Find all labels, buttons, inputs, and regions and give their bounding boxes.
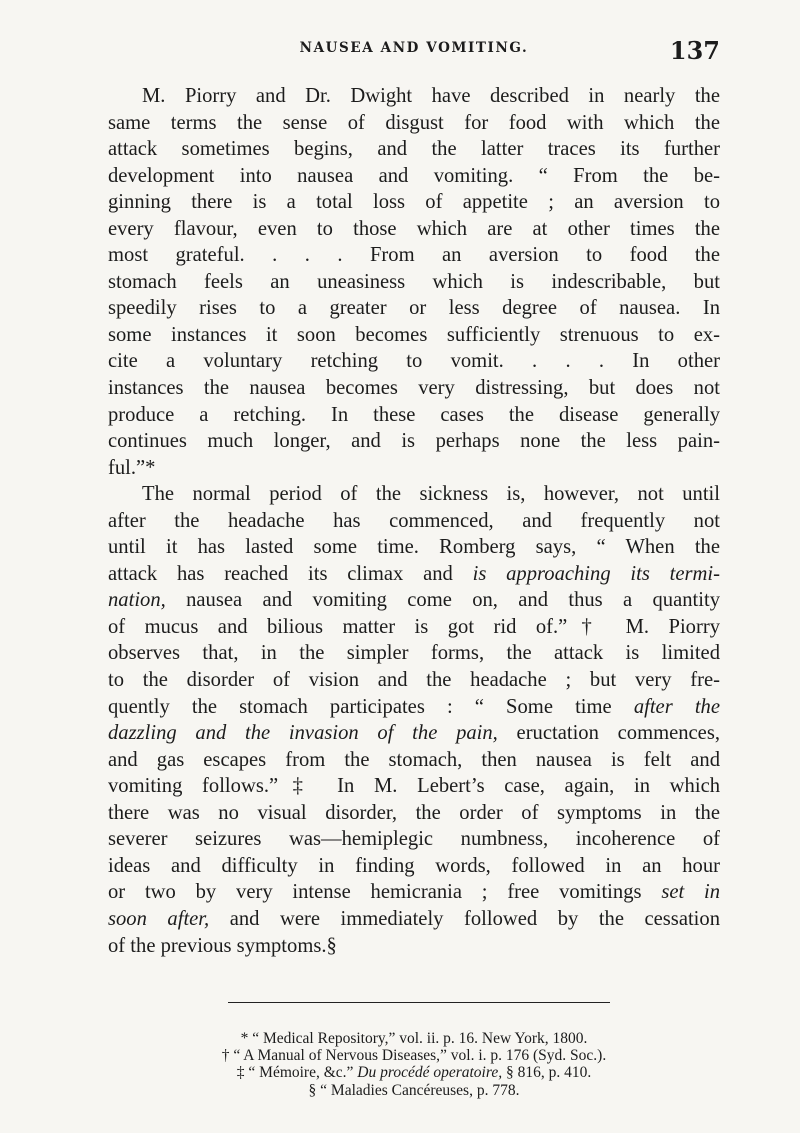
text-line: after the headache has commenced, and frequently not [108,509,720,532]
text-line: observes that, in the simpler forms, the attack is limited [108,642,720,665]
text-line: there was no visual disorder, the order of symptoms in the [108,801,720,824]
text-line: vomiting follows.”‡ In M. Lebert’s case, again, in which [108,775,720,798]
text-line: instances the nausea becomes very distressing, but does not [108,377,720,400]
text-line: ideas and difficulty in finding words, followed in an hour [108,854,720,877]
text-line: produce a retching. In these cases the disease generally [108,403,720,426]
footnotes [108,1030,720,1099]
text-line: M. Piorry and Dr. Dwight have described in nearly the [142,85,720,107]
text-line: nation, nausea and vomiting come on, and thus a quantity [108,589,720,612]
text-line: of mucus and bilious matter is got rid of.”† M. Piorry [108,615,720,638]
text-line: continues much longer, and is perhaps none the less pain- [108,430,720,453]
text-line: of the previous symptoms.§ [108,934,337,957]
running-title: NAUSEA AND VOMITING. [299,40,529,56]
page-number: 137 [669,36,720,65]
text-line: and gas escapes from the stomach, then nausea is felt and [108,748,720,771]
text-line: speedily rises to a greater or less degree of nausea. In [108,297,720,320]
text-line: severer seizures was—hemiplegic numbness, incoherence of [108,828,720,851]
text-line: dazzling and the invasion of the pain, eructation commences, [108,722,720,745]
text-line: ginning there is a total loss of appetite ; an aversion to [108,191,720,214]
running-header [108,36,720,66]
text-line: attack has reached its climax and is approaching its termi- [108,562,720,585]
text-line: most grateful. . . . From an aversion to food the [108,244,720,267]
text-line: soon after, and were immediately followed by the cessation [108,907,720,930]
body-text [108,83,720,959]
text-line: quently the stomach participates : “ Some time after the [108,695,720,718]
footnote-3: ‡ “ Mémoire, &c.” Du procédé operatoire, § 816, p. 410. [236,1064,592,1082]
text-line: some instances it soon becomes sufficiently strenuous to ex- [108,323,720,346]
text-line: or two by very intense hemicrania ; free vomitings set in [108,881,721,904]
footnote-divider [228,1002,610,1003]
footnote-1: * “ Medical Repository,” vol. ii. p. 16. New York, 1800. [240,1030,588,1047]
text-line: development into nausea and vomiting. “ From the be- [108,164,720,187]
text-line: until it has lasted some time. Romberg says, “ When the [108,536,720,559]
text-line: The normal period of the sickness is, however, not until [142,483,720,506]
text-line: to the disorder of vision and the headache ; but very fre- [108,669,720,692]
text-line: ful.”* [108,456,156,479]
footnote-2: † “ A Manual of Nervous Diseases,” vol. i. p. 176 (Syd. Soc.). [221,1047,607,1065]
text-line: every flavour, even to those which are at other times the [108,217,720,240]
text-line: same terms the sense of disgust for food with which the [108,111,720,134]
text-line: attack sometimes begins, and the latter traces its further [108,138,720,161]
text-line: cite a voluntary retching to vomit. . . . In other [108,350,720,373]
text-line: stomach feels an uneasiness which is indescribable, but [108,270,720,293]
footnote-4: § “ Maladies Cancéreuses, p. 778. [308,1081,520,1099]
